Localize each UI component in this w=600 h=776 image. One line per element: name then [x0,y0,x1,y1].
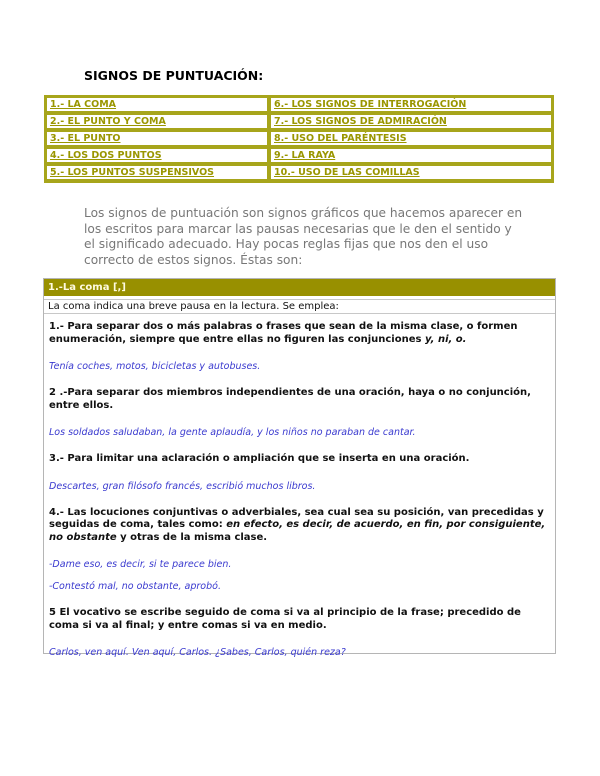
rule-4-example-1: -Dame eso, es decir, si te parece bien. [49,559,232,570]
rule-4-emphasis: en efecto, es decir, de acuerdo, en fin, por consiguiente, no obstante [49,519,546,543]
index-link-la-coma[interactable]: 1.- LA COMA [46,97,268,112]
index-link-parentesis[interactable]: 8.- USO DEL PARÉNTESIS [270,131,552,146]
index-table [44,95,554,183]
section-body [44,317,555,673]
rule-5: 5 El vocativo se escribe seguido de coma si va al principio de la frase; precedido de coma si va al final; y entre comas si va en medio. [49,607,521,631]
section-lead: La coma indica una breve pausa en la lectura. Se emplea: [44,299,555,314]
intro-paragraph: Los signos de puntuación son signos gráficos que hacemos aparecer en los escritos para marcar las pausas necesarias que le den el sentido y el significado adecuado. Hay pocas reglas fijas que nos den el uso correcto de estos signos. Éstas son: [84,206,523,267]
index-link-comillas[interactable]: 10.- USO DE LAS COMILLAS [270,165,552,180]
rule-4-example-2: -Contestó mal, no obstante, aprobó. [49,581,221,592]
rule-2: 2 .-Para separar dos miembros independientes de una oración, haya o no conjunción, entre ellos. [49,387,531,411]
rule-1 [49,321,547,346]
page-title: SIGNOS DE PUNTUACIÓN: [84,68,264,83]
index-link-punto-y-coma[interactable]: 2.- EL PUNTO Y COMA [46,114,268,129]
rule-1-text: 1.- Para separar dos o más palabras o frases que sean de la misma clase, o formen enumeración, siempre que entre ellas no figuren las conjunciones [49,321,518,345]
rule-1-example: Tenía coches, motos, bicicletas y autobuses. [49,361,261,372]
index-link-admiracion[interactable]: 7.- LOS SIGNOS DE ADMIRACIÓN [270,114,552,129]
index-link-el-punto[interactable]: 3.- EL PUNTO [46,131,268,146]
rule-3: 3.- Para limitar una aclaración o ampliación que se inserta en una oración. [49,453,470,464]
section-la-coma [43,278,556,658]
rule-2-example: Los soldados saludaban, la gente aplaudía, y los niños no paraban de cantar. [49,427,416,438]
index-link-interrogacion[interactable]: 6.- LOS SIGNOS DE INTERROGACIÓN [270,97,552,112]
rule-4-text-a: 4.- Las locuciones conjuntivas o adverbiales, sea cual sea su posición, van precedidas y seguidas de coma, tales como: [49,506,544,530]
index-link-la-raya[interactable]: 9.- LA RAYA [270,148,552,163]
rule-3-example: Descartes, gran filósofo francés, escribió muchos libros. [49,480,316,492]
rule-4-text-b: y otras de la misma clase. [116,531,268,543]
rule-5-example: Carlos, ven aquí. Ven aquí, Carlos. ¿Sabes, Carlos, quién reza? [49,647,346,658]
index-link-puntos-suspensivos[interactable]: 5.- LOS PUNTOS SUSPENSIVOS [46,165,268,180]
index-link-dos-puntos[interactable]: 4.- LOS DOS PUNTOS [46,148,268,163]
rule-1-emphasis: y, ni, o. [424,333,467,345]
rule-4 [49,507,547,545]
section-header: 1.-La coma [,] [44,279,555,296]
